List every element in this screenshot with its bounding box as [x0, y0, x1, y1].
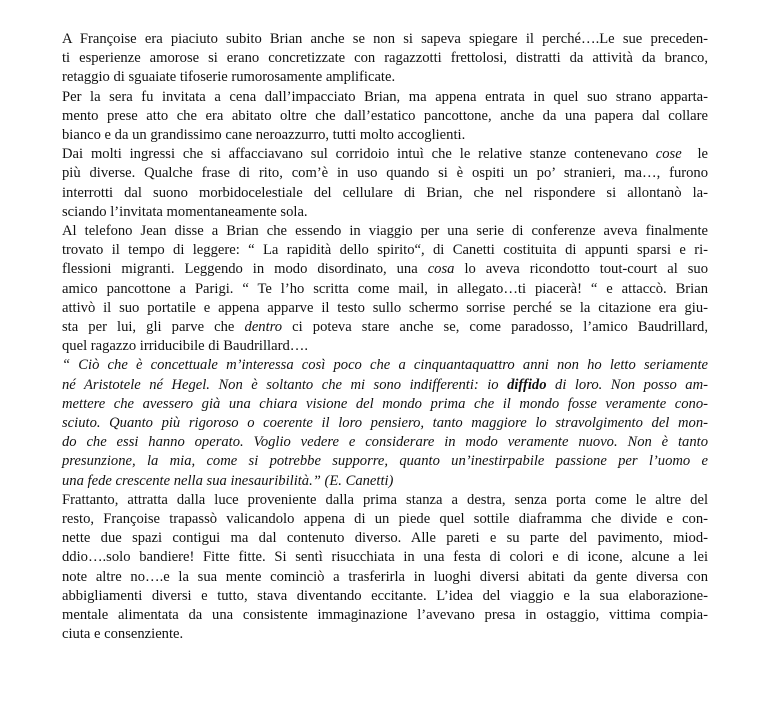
text-segment: lo aveva ricondotto tout-court al suo	[464, 261, 709, 278]
text-line	[62, 318, 708, 337]
text-line: nette due spazi contigui ma dal contenuto diverso. Alle pareti e su parte del pavimento, miod-	[62, 530, 708, 547]
text-line: abbigliamenti diversi e tutto, stava diventando eccitante. L’idea del viaggio e la sua elaborazione-	[62, 587, 708, 604]
paragraph-2	[62, 88, 708, 146]
emphasis-word: cose	[655, 146, 682, 163]
paragraph-6	[62, 491, 708, 645]
text-line: A Françoise era piaciuto subito Brian anche se non si sapeva spiegare il perché….Le sue preceden-	[62, 31, 708, 47]
text-line: mento prese atto che era abitato oltre che dall’estatico pancottone, anche da una papera dal collare	[62, 107, 708, 124]
text-line: ddio….solo bandiere! Fitte fitte. Si sentì risucchiata in una festa di colori e di icone, alcune a lei	[62, 549, 708, 566]
text-line: bianco e da un grandissimo cane neroazzurro, tutti molto accoglienti.	[62, 127, 466, 144]
text-line: sciando l’invitata momentaneamente sola.	[62, 203, 308, 220]
bold-word: diffido	[507, 376, 547, 393]
text-line: mentale alimentata da una consistente immaginazione l’avevano presa in ostaggio, vittima compia-	[62, 607, 708, 624]
text-line: note altre no….e la sua mente cominciò a trasferirla in luoghi diversi abitati da gente diversa con	[62, 568, 708, 585]
quote-line: mettere che avessero già una chiara visione del mondo prima che il mondo fosse veramente cono-	[62, 395, 708, 412]
quote-line: una fede crescente nella sua inesauribilità.” (E. Canetti)	[62, 472, 394, 489]
text-segment: ci poteva stare anche se, come paradosso, l’amico Baudrillard,	[292, 319, 708, 336]
text-line	[62, 260, 708, 279]
quote-line: sciuto. Quanto più rigoroso o coerente il loro pensiero, tanto maggiore lo stravolgimento del mon-	[62, 415, 708, 432]
quote-line: presunzione, la mia, come si potrebbe supporre, quanto un’inestirpabile passione per l’uomo e	[62, 453, 708, 470]
text-line: attivò il suo portatile e appena apparve il testo sullo schermo sorrise perché se la citazione era giu-	[62, 299, 708, 316]
text-line: trovato il tempo di leggere: “ La rapidità dello spirito“, di Canetti costituita di appunti sparsi e ri-	[62, 242, 708, 259]
text-line: interrotti dal suono morbidocelestiale del cellulare di Brian, che nel rispondere si allontanò la-	[62, 184, 708, 201]
emphasis-word: dentro	[244, 319, 283, 336]
emphasis-word: cosa	[427, 261, 455, 278]
text-segment: le	[697, 146, 708, 163]
text-line	[62, 145, 708, 164]
paragraph-3	[62, 145, 708, 222]
paragraph-4	[62, 222, 708, 356]
text-line: ti esperienze amorose si erano concretizzate con ragazzotti frettolosi, distratti da attività da branco,	[62, 50, 708, 67]
canetti-quotation	[62, 356, 708, 490]
text-segment: Dai molti ingressi che si affacciavano sul corridoio intuì che le relative stanze contenevano	[62, 146, 648, 163]
quote-line	[62, 376, 708, 395]
text-segment: né Aristotele né Hegel. Non è soltanto che mi sono indifferenti: io	[62, 376, 499, 393]
document-page	[62, 30, 708, 645]
text-segment: di loro. Non posso am-	[555, 376, 708, 393]
paragraph-1	[62, 30, 708, 88]
quote-line: do che essi hanno operato. Voglio vedere e considerare in modo veramente nuovo. Non è tanto	[62, 434, 708, 451]
text-line: quel ragazzo irriducibile di Baudrillard….	[62, 338, 308, 355]
text-line: Per la sera fu invitata a cena dall’impacciato Brian, ma appena entrata in quel suo strano apparta-	[62, 88, 708, 105]
text-line: retaggio di sguaiate tifoserie rumorosamente amplificate.	[62, 69, 396, 86]
text-line: più diverse. Qualche frase di rito, com’è in uso quando si è ospiti un po’ stranieri, ma…, furono	[62, 165, 708, 182]
text-line: Frattanto, attratta dalla luce proveniente dalla prima stanza a destra, senza porta come le altre del	[62, 491, 708, 508]
text-line: ciuta e consenziente.	[62, 626, 184, 643]
text-segment: flessioni migranti. Leggendo in modo disordinato, una	[62, 261, 418, 278]
quote-line: “ Ciò che è concettuale m’interessa così poco che a cinquantaquattro anni non ho letto seriamente	[62, 357, 708, 374]
text-line: resto, Françoise trapassò valicandolo appena di un piede quel sottile diaframma che divide e con-	[62, 511, 708, 528]
text-line: Al telefono Jean disse a Brian che essendo in viaggio per una serie di conferenze aveva finalmente	[62, 223, 708, 240]
text-segment: sta per lui, gli parve che	[62, 319, 235, 336]
text-line: amico pancottone a Parigi. “ Te l’ho scritta come mail, in allegato…ti piacerà! “ e attaccò. Brian	[62, 280, 708, 297]
